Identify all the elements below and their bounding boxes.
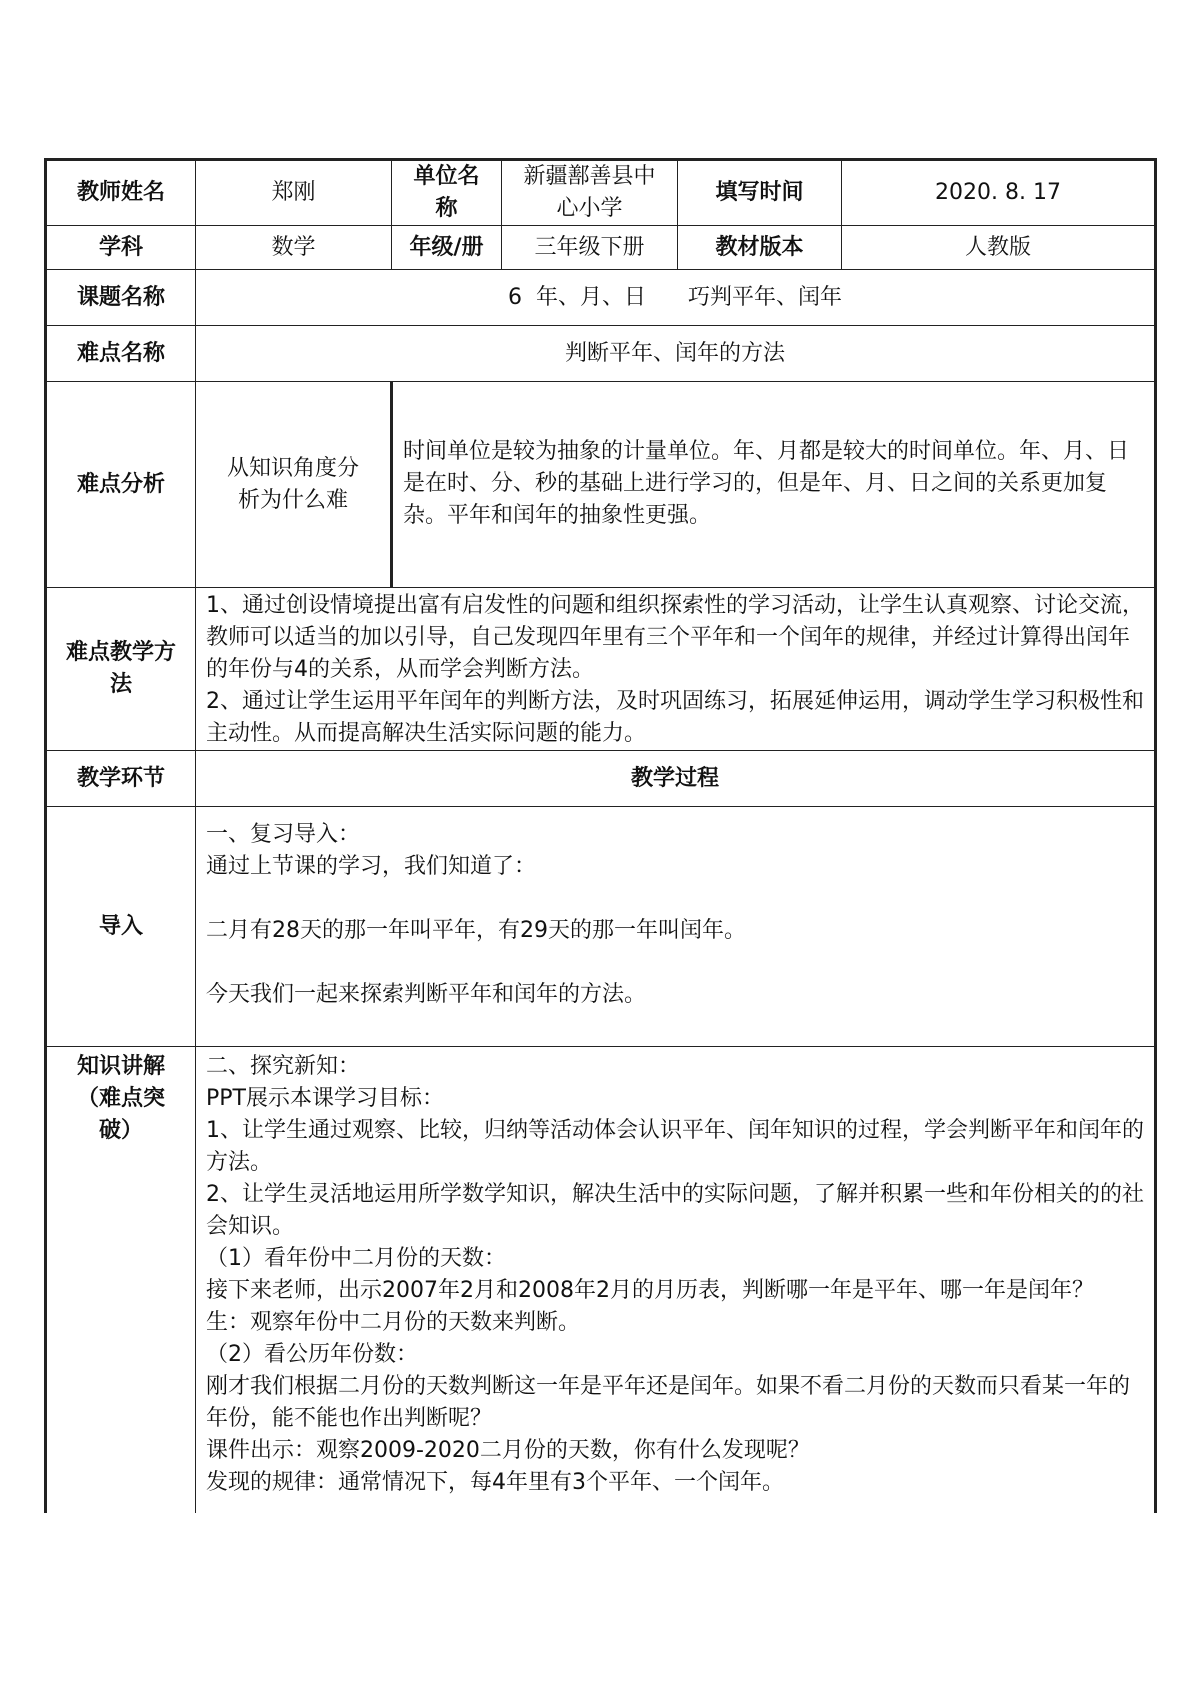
- process-title: 教学过程: [196, 751, 1156, 807]
- knowledge-line: 二、探究新知：: [206, 1054, 361, 1079]
- subject-value: 数学: [196, 226, 392, 270]
- row-process-header: [46, 751, 1156, 807]
- intro-line: 一、复习导入：: [206, 822, 361, 847]
- grade-label: 年级/册: [392, 226, 502, 270]
- analysis-text: [392, 382, 1156, 588]
- row-topic: [46, 270, 1156, 326]
- knowledge-line: （1）看年份中二月份的天数：: [206, 1246, 506, 1271]
- knowledge-line: PPT展示本课学习目标：: [206, 1086, 444, 1111]
- method-label: 难点教学方法: [46, 588, 196, 751]
- row-method: [46, 588, 1156, 751]
- fill-date-label: 填写时间: [678, 160, 842, 226]
- teacher-name-label: 教师姓名: [46, 160, 196, 226]
- method-item: 2、通过让学生运用平年闰年的判断方法，及时巩固练习，拓展延伸运用，调动学生学习积极性和主动性。从而提高解决生活实际问题的能力。: [206, 689, 1145, 746]
- teacher-name-value: 郑刚: [196, 160, 392, 226]
- knowledge-line: （2）看公历年份数：: [206, 1342, 418, 1367]
- knowledge-line: 刚才我们根据二月份的天数判断这一年是平年还是闰年。如果不看二月份的天数而只看某一年的年份，能不能也作出判断呢？: [206, 1374, 1131, 1431]
- row-analysis: [46, 382, 1156, 588]
- knowledge-line: 发现的规律：通常情况下，每4年里有3个平年、一个闰年。: [206, 1470, 784, 1495]
- topic-value: 6 年、月、日 巧判平年、闰年: [196, 270, 1156, 326]
- method-text: [196, 588, 1156, 751]
- intro-label: 导入: [46, 807, 196, 1047]
- knowledge-line: 1、让学生通过观察、比较，归纳等活动体会认识平年、闰年知识的过程，学会判断平年和闰年的方法。: [206, 1118, 1145, 1175]
- knowledge-label: 知识讲解（难点突破）: [46, 1047, 196, 1513]
- knowledge-text: [196, 1047, 1156, 1513]
- subject-label: 学科: [46, 226, 196, 270]
- unit-name-label: 单位名称: [392, 160, 502, 226]
- edition-label: 教材版本: [678, 226, 842, 270]
- difficulty-label: 难点名称: [46, 326, 196, 382]
- knowledge-line: 生：观察年份中二月份的天数来判断。: [206, 1310, 581, 1335]
- method-item: 1、通过创设情境提出富有启发性的问题和组织探索性的学习活动，让学生认真观察、讨论交流，教师可以适当的加以引导，自己发现四年里有三个平年和一个闰年的规律，并经过计算得出闰年的年份与4的关系，从而学会判断方法。: [206, 593, 1145, 682]
- topic-label: 课题名称: [46, 270, 196, 326]
- intro-line: 通过上节课的学习，我们知道了：: [206, 854, 537, 879]
- analysis-sublabel: 从知识角度分析为什么难: [196, 382, 392, 588]
- intro-line: 今天我们一起来探索判断平年和闰年的方法。: [206, 982, 647, 1007]
- edition-value: 人教版: [842, 226, 1156, 270]
- row-knowledge: [46, 1047, 1156, 1513]
- row-subject-info: [46, 226, 1156, 270]
- row-difficulty: [46, 326, 1156, 382]
- process-stage-label: 教学环节: [46, 751, 196, 807]
- intro-text: [196, 807, 1156, 1047]
- knowledge-line: 2、让学生灵活地运用所学数学知识，解决生活中的实际问题，了解并积累一些和年份相关的的社会知识。: [206, 1182, 1145, 1239]
- fill-date-value: 2020. 8. 17: [842, 160, 1156, 226]
- row-intro: [46, 807, 1156, 1047]
- difficulty-value: 判断平年、闰年的方法: [196, 326, 1156, 382]
- knowledge-line: 课件出示：观察2009-2020二月份的天数，你有什么发现呢？: [206, 1438, 810, 1463]
- intro-line: 二月有28天的那一年叫平年，有29天的那一年叫闰年。: [206, 918, 746, 943]
- row-teacher-info: [46, 160, 1156, 226]
- lesson-plan-table: [44, 158, 1157, 1513]
- knowledge-line: 接下来老师，出示2007年2月和2008年2月的月历表，判断哪一年是平年、哪一年是闰年？: [206, 1278, 1094, 1303]
- analysis-label: 难点分析: [46, 382, 196, 588]
- grade-value: 三年级下册: [502, 226, 678, 270]
- unit-name-value: 新疆鄯善县中心小学: [502, 160, 678, 226]
- analysis-paragraph: 时间单位是较为抽象的计量单位。年、月都是较大的时间单位。年、月、日是在时、分、秒的基础上进行学习的，但是年、月、日之间的关系更加复杂。平年和闰年的抽象性更强。: [403, 439, 1130, 528]
